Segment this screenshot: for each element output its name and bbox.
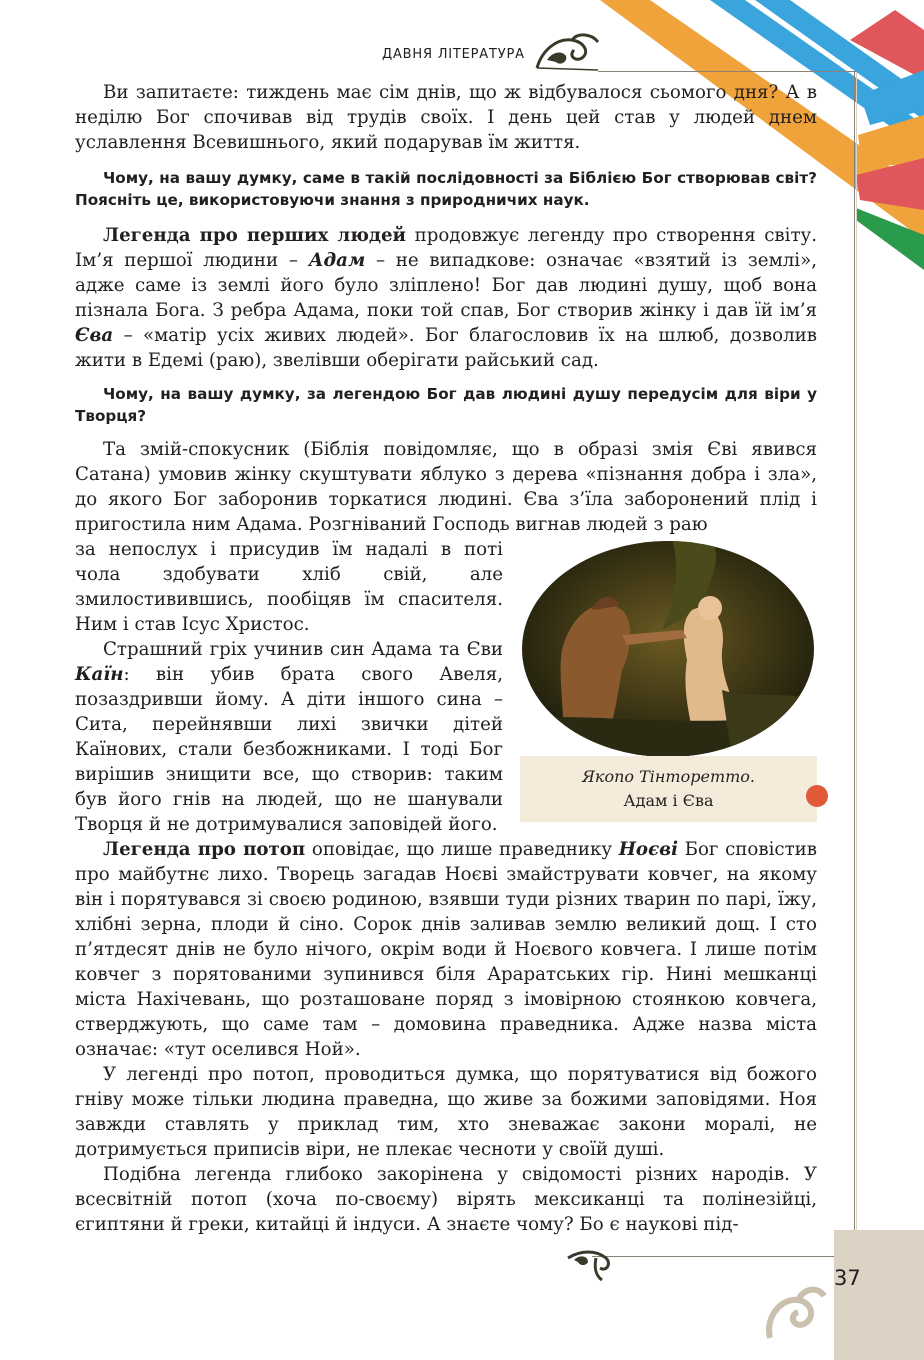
figure-caption [520, 756, 817, 822]
frame-right-line [854, 72, 855, 1257]
text-run: оповідає, що лише праведнику [305, 839, 619, 860]
paragraph: Подібна легенда глибоко закорінена у свідомості різних народів. У всесвітній потоп (хоча по-своєму) вірять мексиканці та полінезійці, єгиптяни й греки, китайці й індуси. А знаєте чому? Бо є наукові під- [75, 1164, 817, 1235]
flourish-ornament-icon [566, 1244, 626, 1284]
page-number-tab [834, 1230, 924, 1360]
name-eva: Єва [75, 325, 114, 346]
question: Чому, на вашу думку, за легендою Бог дав людині душу передусім для віри у Творця? [75, 385, 817, 425]
caption-marker-dot [806, 785, 828, 807]
paragraph: У легенді про потоп, проводиться думка, що порятуватися від божого гніву може тільки людина праведна, що живе за божими заповідями. Ноя завжди ставлять у приклад тим, хто зневажає закони моралі, не дотримується приписів віри, не плекає чесноти у своїй душі. [75, 1064, 817, 1160]
text-run: – «матір усіх живих людей». Бог благословив їх на шлюб, дозволив жити в Едемі (раю), звелівши оберігати райський сад. [75, 325, 817, 371]
paragraph: Ви запитаєте: тиждень має сім днів, що ж відбувалося сьомого дня? А в неділю Бог спочивав від трудів своїх. І день цей став у людей днем уславлення Всевишнього, який подарував їм життя. [75, 82, 817, 153]
painting-figure [520, 538, 817, 822]
text-run: Страшний гріх учинив син Адама та Єви [103, 639, 503, 660]
wrapped-column [75, 537, 503, 837]
frame-bottom-line [592, 1256, 854, 1257]
paragraph: за непослух і присудив їм надалі в поті чола здобувати хліб свій, але змилостивившись, пообіцяв їм спасителя. Ним і став Ісус Христос. [75, 539, 503, 635]
legend-heading: Легенда про перших людей [103, 225, 407, 246]
text-run: – не випадкове: означає «взятий із землі», адже саме із землі його було зліплено! Бог дав людині душу, щоб вона пізнала Бога. З ребра Адама, поки той спав, Бог створив жінку і дав їй ім’я [75, 250, 817, 321]
flourish-ornament-icon [760, 1278, 830, 1348]
legend-heading: Легенда про потоп [103, 839, 306, 860]
flourish-ornament-icon [532, 30, 602, 75]
question: Чому, на вашу думку, саме в такій послідовності за Біблією Бог створював світ? Поясніть це, використовуючи знання з природничих наук. [75, 169, 817, 209]
name-kain: Каїн [75, 664, 124, 685]
text-run: Бог сповістив про майбутнє лихо. Творець загадав Ноєві змайструвати ковчег, на якому він і порятувався зі своєю родиною, взявши туди різних тварин по парі, їжу, хлібні зерна, плоди й сіно. Сорок днів заливав землю великий дощ. І сто п’ятдесят днів не було нічого, окрім води й Ноєвого ковчега. І лише потім ковчег з порятованими зупинився біля Араратських гір. Нині мешканці міста Нахічевань, що розташоване поряд з імовірною стоянкою ковчега, стверджують, що саме там – домовина праведника. Адже назва міста означає: «тут оселився Ной». [75, 839, 817, 1060]
text-run: продовжує легенду про створення світу. Ім’я першої людини – [75, 225, 817, 271]
frame-top-line [598, 71, 856, 72]
caption-title: Адам і Єва [623, 791, 714, 810]
running-head: ДАВНЯ ЛІТЕРАТУРА [382, 47, 525, 62]
caption-author: Якопо Тінторетто. [581, 767, 756, 786]
page-number: 37 [834, 1266, 861, 1290]
painting-image [522, 540, 815, 758]
text-run: : він убив брата свого Авеля, позаздривши йому. А діти іншого сина – Сита, перейнявши лихі звички дітей Каїнових, стали безбожниками. І тоді Бог вирішив знищити все, що створив: таким був його гнів на людей, що не шанували Творця й не дотримувалися заповідей його. [75, 664, 503, 835]
paragraph [75, 637, 503, 837]
paragraph [75, 223, 817, 373]
name-adam: Адам [308, 250, 366, 271]
paragraph [75, 837, 817, 1062]
paragraph: Та змій-спокусник (Біблія повідомляє, що в образі змія Єві явився Сатана) умовив жінку скуштувати яблуко з дерева «пізнання добра і зла», до якого Бог заборонив торкатися людині. Єва з’їла заборонений плід і пригостила ним Адама. Розгніваний Господь вигнав людей з раю [75, 439, 817, 535]
name-noe: Ноєві [618, 839, 678, 860]
